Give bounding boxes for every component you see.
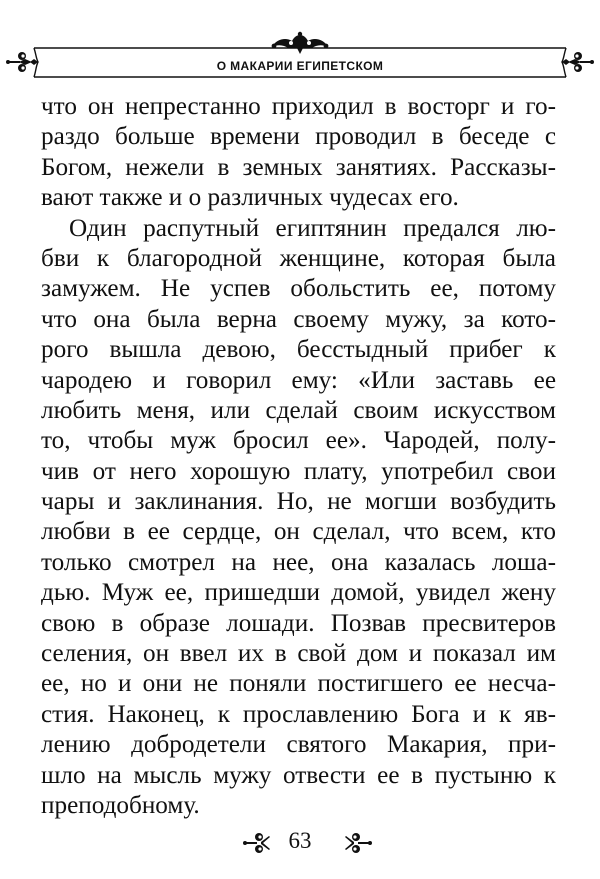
page-footer xyxy=(0,822,600,862)
text-line: шло на мысль мужу отвести ее в пустыню к xyxy=(41,761,556,789)
running-header xyxy=(0,28,600,88)
text-line: чары и заклинания. Но, не могши возбудить xyxy=(41,488,556,516)
text-line: любить меня, или сделай своим искусством xyxy=(41,396,556,424)
text-line: преподобному. xyxy=(41,791,200,819)
text-line: селения, он ввел их в свой дом и показал им xyxy=(41,640,556,668)
text-line: Один распутный египтянин предался лю- xyxy=(69,214,556,242)
page-body-text xyxy=(41,92,556,821)
text-line: Богом, нежели в земных занятиях. Рассказы- xyxy=(41,153,556,181)
crest-ornament-icon xyxy=(272,32,329,54)
text-line: рого вышла девою, бесстыдный прибег к xyxy=(41,336,556,364)
text-line: бви к благородной женщине, которая была xyxy=(41,244,556,272)
text-line: дью. Муж ее, пришедши домой, увидел жену xyxy=(41,579,556,607)
text-line: лению добродетели святого Макария, при- xyxy=(41,731,556,759)
text-line: чив от него хорошую плату, употребил свои xyxy=(41,457,556,485)
right-footer-fleuron-icon xyxy=(338,828,378,858)
text-line: свою в образе лошади. Позвав пресвитеров xyxy=(41,609,556,637)
text-line: стия. Наконец, к прославлению Бога и к яв- xyxy=(41,700,556,728)
text-line: что она была верна своему мужу, за кото- xyxy=(41,305,556,333)
page-number: 63 xyxy=(288,828,312,853)
text-line: любви в ее сердце, он сделал, что всем, кто xyxy=(41,518,556,546)
text-line: чародею и говорил ему: «Или заставь ее xyxy=(41,366,556,394)
text-line: ее, но и они не поняли постигшего ее несча- xyxy=(41,670,556,698)
text-line: вают также и о различных чудесах его. xyxy=(41,184,459,212)
text-line: что он непрестанно приходил в восторг и го- xyxy=(41,93,556,120)
text-line: только смотрел на нее, она казалась лоша- xyxy=(41,548,556,576)
running-title: О МАКАРИИ ЕГИПЕТСКОМ xyxy=(216,59,384,73)
text-line: раздо больше времени проводил в беседе с xyxy=(41,123,556,151)
text-line: замужем. Не успев обольстить ее, потому xyxy=(41,275,556,303)
header-frame-ornament-icon xyxy=(0,28,600,88)
text-line: то, чтобы муж бросил ее». Чародей, полу- xyxy=(41,427,556,455)
